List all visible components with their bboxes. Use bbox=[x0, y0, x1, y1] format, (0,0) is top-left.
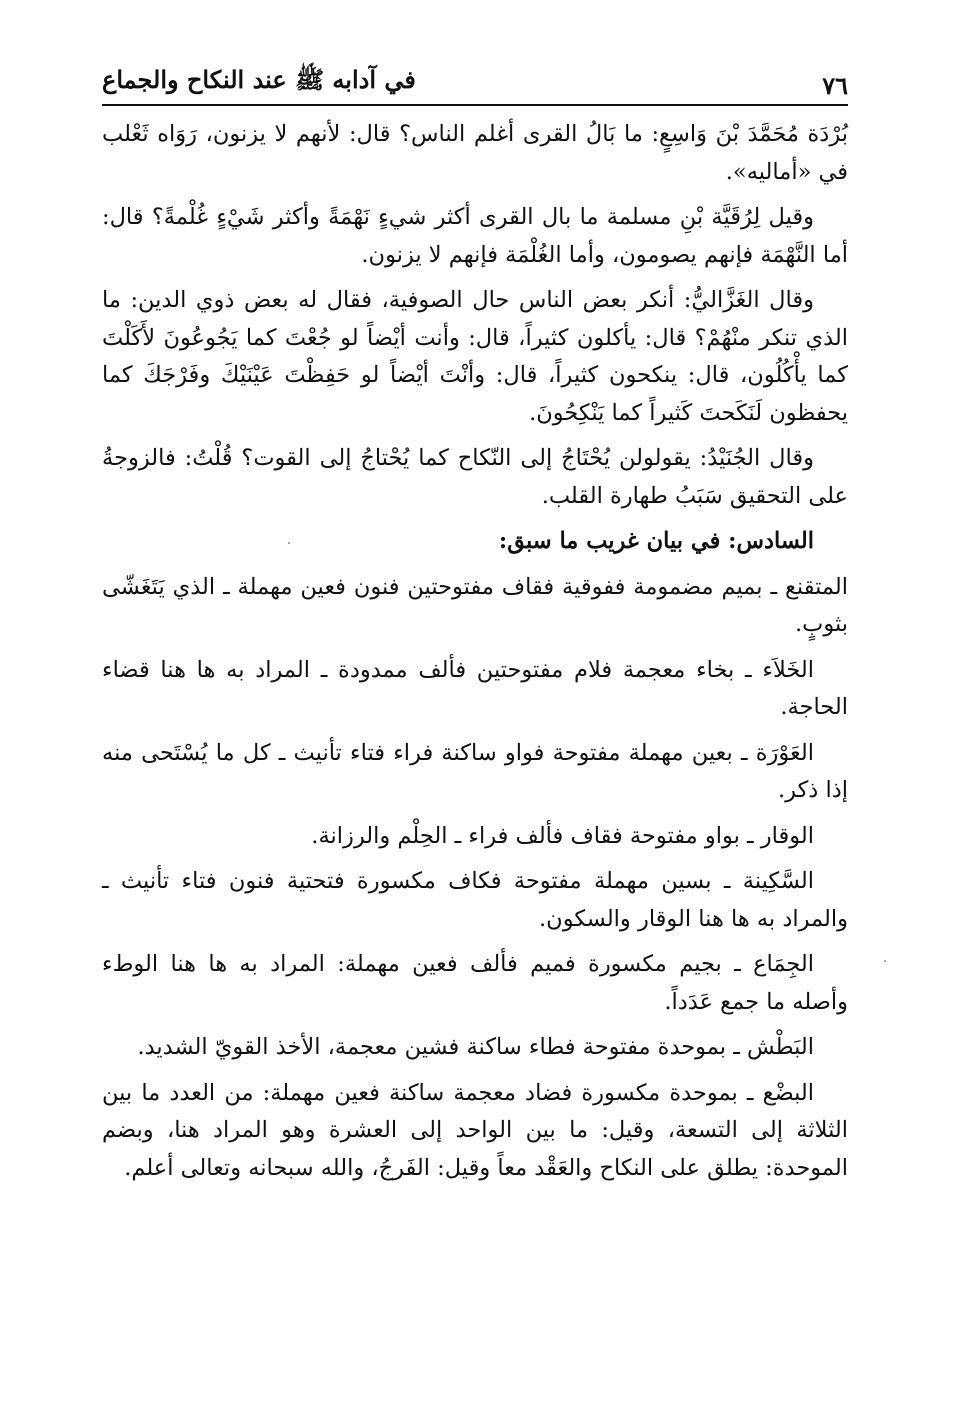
running-header bbox=[102, 60, 848, 100]
scan-speck bbox=[288, 542, 290, 544]
section-heading: السادس: في بيان غريب ما سبق: bbox=[498, 528, 814, 554]
page-number: ٧٦ bbox=[822, 71, 848, 100]
glossary-entry: الخَلاَء ـ بخاء معجمة فلام مفتوحتين فألف ممدودة ـ المراد به ها هنا قضاء الحاجة. bbox=[102, 656, 848, 720]
paragraph: وقال الغَزَّاليُّ: أنكر بعض الناس حال الصوفية، فقال له بعض ذوي الدين: ما الذي تنكر منْهُمْ؟ قال: يأكلون كثيراً، قال: وأنت أيْضاً لو جُعْتَ كما يَجُوعُونَ لأَكَلْتَ كما يأْكُلُون، قال: ينكحون كثيراً، قال: وأنْتَ أيْضاً لو حَفِظْتَ عَيْنَيْكَ وفَرْجَكَ كما يحفظون لَنَكَحتَ كَثيراً كما يَنْكِحُونَ. bbox=[102, 287, 848, 426]
running-title: في آدابه ﷺ عند النكاح والجماع bbox=[102, 65, 416, 94]
paragraph: بُرْدَة مُحَمَّدَ بْنَ وَاسِعٍ: ما بَالُ القرى أغلم الناس؟ قال: لأنهم لا يزنون، رَوَاه ثَعْلب في «أماليه». bbox=[102, 121, 848, 185]
book-page bbox=[102, 60, 848, 1195]
paragraph: وقيل لِرُقَيَّة بْنِ مسلمة ما بال القرى أكثر شيءٍ نَهْمَةً وأكثر شَيْءٍ غُلْمةً؟ قال: أما النَّهْمَة فإنهم يصومون، وأما الغُلْمَة فإنهم لا يزنون. bbox=[102, 204, 848, 268]
header-rule bbox=[102, 104, 848, 106]
page-body bbox=[102, 116, 848, 1187]
glossary-entry: المتقنع ـ بميم مضمومة ففوقية فقاف مفتوحتين فنون فعين مهملة ـ الذي يَتَغَشّى بثوبٍ. bbox=[102, 573, 848, 637]
glossary-entry: الوقار ـ بواو مفتوحة فقاف فألف فراء ـ الحِلْم والرزانة. bbox=[311, 822, 814, 849]
scan-speck bbox=[884, 960, 886, 962]
glossary-entry: العَوْرَة ـ بعين مهملة مفتوحة فواو ساكنة فراء فتاء تأنيث ـ كل ما يُسْتَحى منه إذا ذكر. bbox=[102, 739, 848, 803]
glossary-entry: السَّكِينة ـ بسين مهملة مفتوحة فكاف مكسورة فتحتية فنون فتاء تأنيث ـ والمراد به ها هنا الوقار والسكون. bbox=[102, 868, 848, 932]
paragraph: وقال الجُنَيْدُ: يقولولن يُحْتَاجُ إلى النّكاح كما يُحْتاجُ إلى القوت؟ قُلْتُ: فالزوجةُ على التحقيق سَبَبُ طهارة القلب. bbox=[102, 445, 848, 509]
glossary-entry: البضْع ـ بموحدة مكسورة فضاد معجمة ساكنة فعين مهملة: من العدد ما بين الثلاثة إلى التسعة، وقيل: ما بين الواحد إلى العشرة وهو المراد هنا، وبضم الموحدة: يطلق على النكاح والعَقْد معاً وقيل: الفَرجُ، والله سبحانه وتعالى أعلم. bbox=[102, 1079, 848, 1181]
glossary-entry: البَطْش ـ بموحدة مفتوحة فطاء ساكنة فشين معجمة، الأخذ القويّ الشديد. bbox=[137, 1034, 814, 1060]
glossary-entry: الجِمَاع ـ بجيم مكسورة فميم فألف فعين مهملة: المراد به ها هنا الوطء وأصله ما جمع عَدَداً. bbox=[102, 951, 848, 1015]
